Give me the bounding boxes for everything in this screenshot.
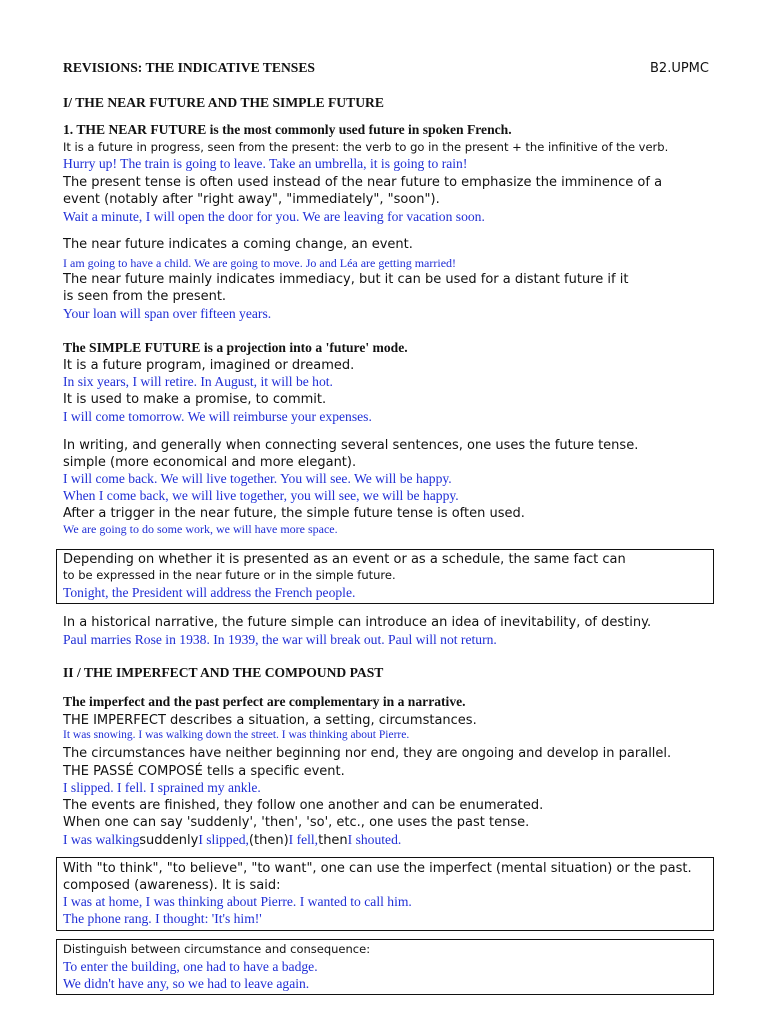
box-example: We didn't have any, so we had to leave again. [63,976,310,991]
paragraph: It is a future in progress, seen from the present: the verb to go in the present + the infinitive of the verb. [63,140,669,154]
example-fragment: I shouted. [347,832,402,847]
section-2-heading: II / THE IMPERFECT AND THE COMPOUND PAST [63,665,384,680]
section-1-heading: I/ THE NEAR FUTURE AND THE SIMPLE FUTURE [63,95,384,110]
example: When I come back, we will live together, you will see, we will be happy. [63,488,459,503]
course-code: B2.UPMC [650,61,709,76]
near-future-title: 1. THE NEAR FUTURE is the most commonly used future in spoken French. [63,122,512,137]
box-text: With "to think", "to believe", "to want", one can use the imperfect (mental situation) or the past. [63,861,692,876]
paragraph: After a trigger in the near future, the simple future tense is often used. [63,506,525,521]
connector-word: suddenly [139,833,199,848]
paragraph: THE PASSÉ COMPOSÉ tells a specific event. [63,764,345,779]
paragraph: In writing, and generally when connecting several sentences, one uses the future tense. [63,438,639,453]
box-example: Tonight, the President will address the French people. [63,585,356,600]
example: Hurry up! The train is going to leave. Take an umbrella, it is going to rain! [63,156,468,171]
box-example: The phone rang. I thought: 'It's him!' [63,911,262,926]
connector-word: then [318,833,348,848]
paragraph: THE IMPERFECT describes a situation, a setting, circumstances. [63,713,477,728]
example: I am going to have a child. We are going to move. Jo and Léa are getting married! [63,256,457,270]
paragraph: is seen from the present. [63,289,227,304]
paragraph: The present tense is often used instead of the near future to emphasize the imminence of a [63,175,663,190]
example: In six years, I will retire. In August, it will be hot. [63,374,333,389]
paragraph: It is a future program, imagined or dreamed. [63,358,355,373]
paragraph: It is used to make a promise, to commit. [63,392,327,407]
paragraph: The near future indicates a coming change, an event. [63,237,413,252]
example: Your loan will span over fifteen years. [63,306,272,321]
box-example: To enter the building, one had to have a badge. [63,959,318,974]
example: It was snowing. I was walking down the street. I was thinking about Pierre. [63,729,410,741]
paragraph: The near future mainly indicates immediacy, but it can be used for a distant future if it [63,272,629,287]
example-fragment: I slipped, [198,832,249,847]
imperfect-title: The imperfect and the past perfect are complementary in a narrative. [63,694,466,709]
paragraph: When one can say 'suddenly', 'then', 'so', etc., one uses the past tense. [63,815,530,830]
example: We are going to do some work, we will have more space. [63,522,338,536]
mixed-example [63,832,401,848]
example-fragment: I fell, [288,832,319,847]
connector-word: (then) [248,833,289,848]
paragraph: event (notably after "right away", "immediately", "soon"). [63,192,440,207]
document-title: REVISIONS: THE INDICATIVE TENSES [63,60,315,75]
example: I will come tomorrow. We will reimburse your expenses. [63,409,372,424]
example-fragment: I was walking [63,832,140,847]
paragraph: The events are finished, they follow one another and can be enumerated. [63,798,544,813]
simple-future-title: The SIMPLE FUTURE is a projection into a 'future' mode. [63,340,408,355]
paragraph: In a historical narrative, the future simple can introduce an idea of inevitability, of destiny. [63,615,652,630]
example: I will come back. We will live together. You will see. We will be happy. [63,471,452,486]
paragraph: simple (more economical and more elegant). [63,455,357,470]
box-example: I was at home, I was thinking about Pierre. I wanted to call him. [63,894,412,909]
box-text: to be expressed in the near future or in the simple future. [63,568,396,582]
example: Wait a minute, I will open the door for you. We are leaving for vacation soon. [63,209,485,224]
example: I slipped. I fell. I sprained my ankle. [63,780,261,795]
box-text: Distinguish between circumstance and consequence: [63,942,371,956]
box-text: Depending on whether it is presented as an event or as a schedule, the same fact can [63,552,626,567]
example: Paul marries Rose in 1938. In 1939, the war will break out. Paul will not return. [63,632,497,647]
paragraph: The circumstances have neither beginning nor end, they are ongoing and develop in parallel. [63,746,672,761]
box-text: composed (awareness). It is said: [63,878,281,893]
